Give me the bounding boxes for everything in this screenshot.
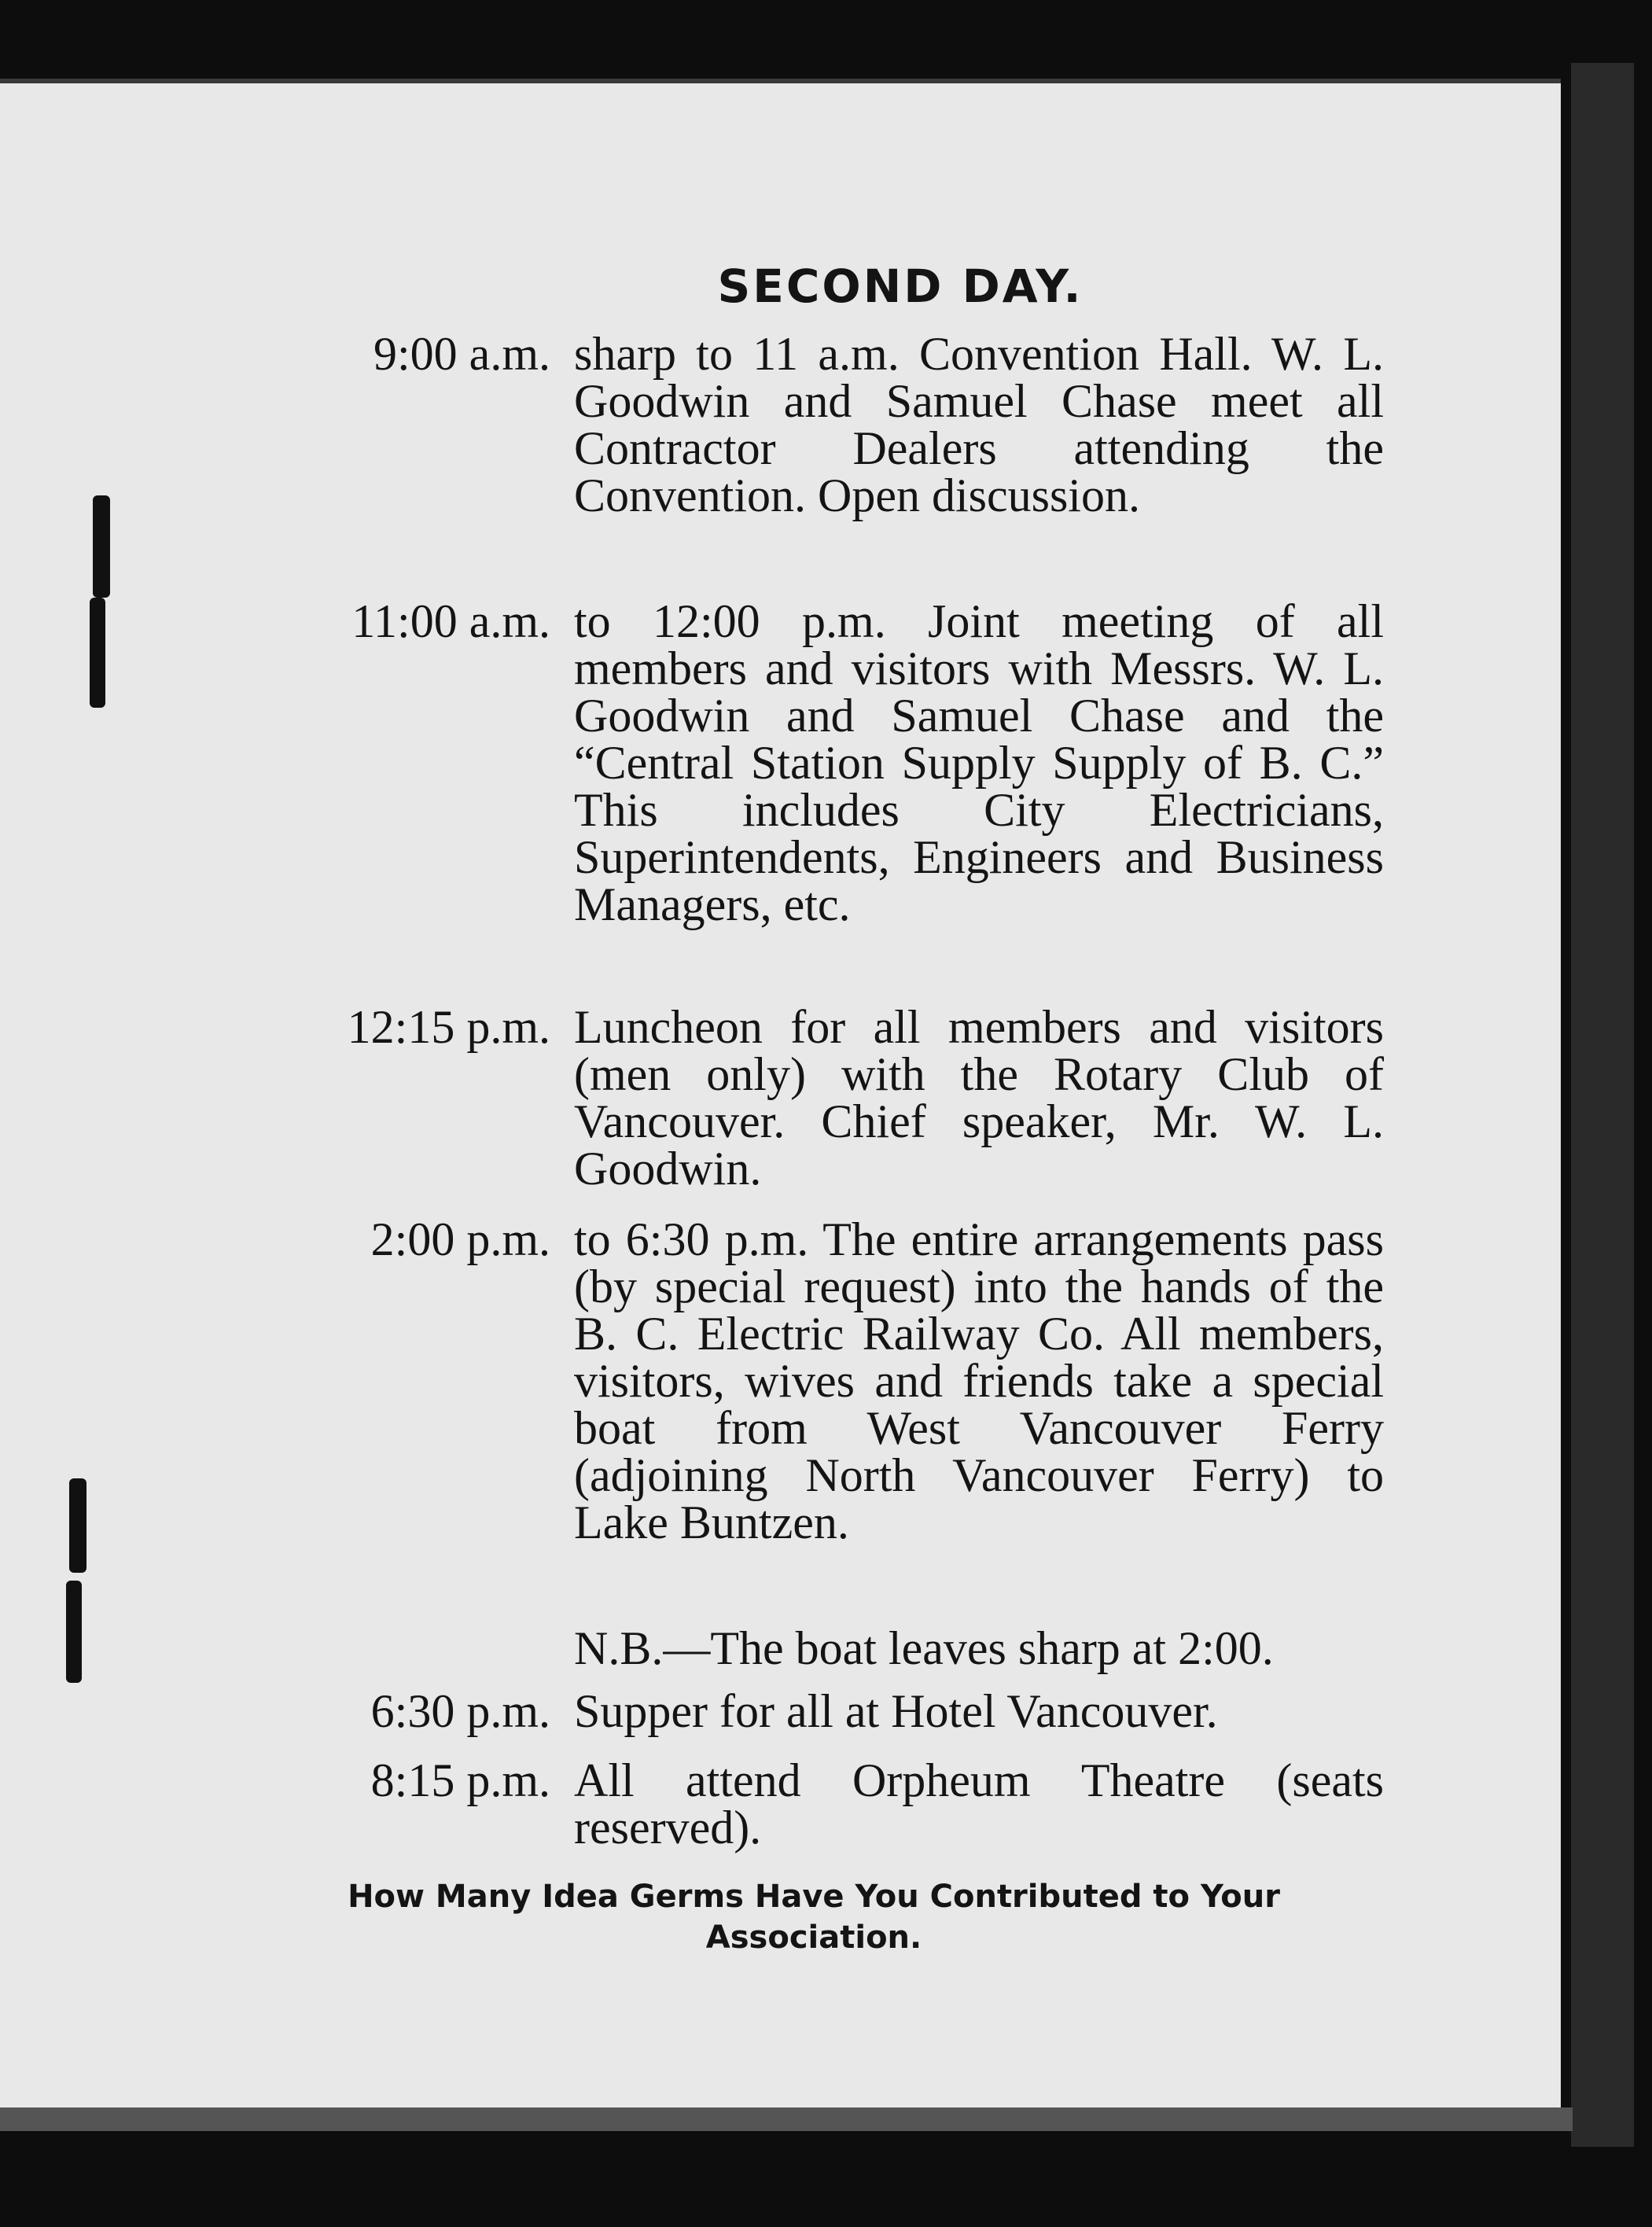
schedule-entry-5 bbox=[315, 1685, 1384, 1737]
entry-description: to 12:00 p.m. Joint meeting of all members and visitors with Messrs. W. L. Goodwin and Samuel Chase and the “Central Station Supply Supply of B. C.” This includes City Electricians, Superintendents, Engineers and Business Managers, etc. bbox=[574, 595, 1384, 930]
entry-time: 12:15 p.m. bbox=[347, 1001, 550, 1053]
binding-mark-3 bbox=[69, 1478, 86, 1573]
binding-mark-4 bbox=[66, 1581, 82, 1683]
entry-description: sharp to 11 a.m. Convention Hall. W. L. Goodwin and Samuel Chase meet all Contractor Dealers attending the Convention. Open discussion. bbox=[574, 328, 1384, 521]
entry-time: 8:15 p.m. bbox=[370, 1754, 550, 1806]
page-bottom-edge bbox=[0, 2107, 1573, 2131]
binding-mark-1 bbox=[93, 495, 110, 598]
binding-mark-2 bbox=[90, 598, 105, 708]
schedule-entry-2 bbox=[315, 595, 1384, 930]
entry-time: 11:00 a.m. bbox=[351, 595, 550, 647]
entry-time: 9:00 a.m. bbox=[373, 328, 550, 380]
entry-description: All attend Orpheum Theatre (seats reserved). bbox=[574, 1754, 1384, 1853]
page-heading: SECOND DAY. bbox=[717, 260, 1084, 313]
entry-description: Supper for all at Hotel Vancouver. bbox=[574, 1685, 1218, 1737]
boat-note: N.B.—The boat leaves sharp at 2:00. bbox=[574, 1622, 1274, 1674]
schedule-entry-1 bbox=[315, 330, 1384, 519]
schedule-entry-3 bbox=[315, 1003, 1384, 1192]
entry-time: 6:30 p.m. bbox=[370, 1685, 550, 1737]
binder-edge bbox=[1571, 63, 1634, 2147]
entry-time: 2:00 p.m. bbox=[370, 1213, 550, 1265]
entry-description: Luncheon for all members and visitors (men only) with the Rotary Club of Vancouver. Chief speaker, Mr. W. L. Goodwin. bbox=[574, 1001, 1384, 1194]
schedule-entry-4 bbox=[315, 1213, 1384, 1548]
footer-slogan: How Many Idea Germs Have You Contributed to Your Association. bbox=[348, 1879, 1280, 1956]
schedule-entry-6 bbox=[315, 1754, 1384, 1853]
entry-description: to 6:30 p.m. The entire arrangements pass (by special request) into the hands of the B. C. Electric Railway Co. All members, visitors, wives and friends take a special boat from West Vancouver Ferry (adjoining North Vancouver Ferry) to Lake Buntzen. bbox=[574, 1213, 1384, 1548]
